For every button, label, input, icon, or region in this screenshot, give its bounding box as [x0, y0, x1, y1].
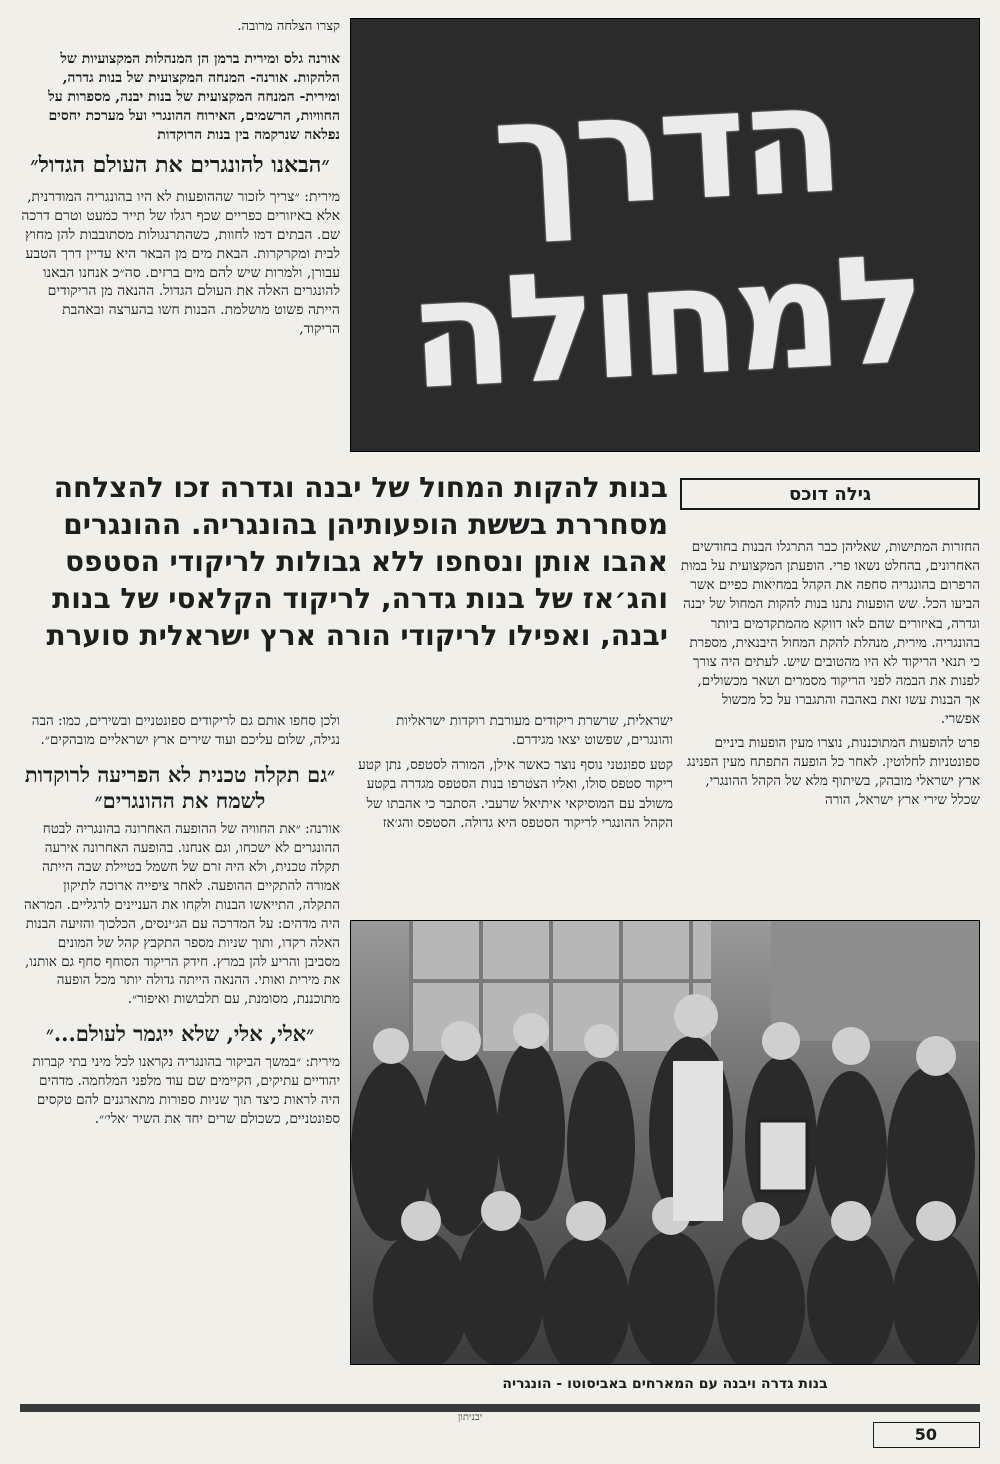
body-paragraph: קטע ספונטני נוסף נוצר כאשר אילן, המורה לסטפס, נתן קטע ריקוד סטפס סולו, ואליו הצטרפו בנות הסטפס מגדרה בקטע משולב עם המוסיקאי איתיאל שרעבי. הסתבר כי אהבתו של הקהל ההונגרי לריקוד הסטפס היא גדולה. הסטפס והג׳אז	[358, 757, 673, 831]
middle-column	[355, 712, 673, 839]
title-line-2: למחולה	[404, 222, 926, 423]
body-paragraph: פרט להופעות המתוכננות, נוצרו מעין הופעות ביניים ספונטניות לחלוטין. לאחר כל הופעה התפתח מעין הפנינג ארץ ישראלי מובהק, בשיתוף מלא של הקהל ההונגרי, שכלל שירי ארץ ישראל, הורה	[686, 734, 980, 809]
subhead-big-world: ״הבאנו להונגרים את העולם הגדול״	[30, 152, 330, 179]
byline: גילה דוכס	[680, 478, 980, 510]
subhead-technical-glitch: ״גם תקלה טכנית לא הפריעה לרוקדות לשמח את ההונגרים״	[24, 761, 336, 814]
lead-quote: קצרו הצלחה מרובה.	[237, 19, 340, 34]
page-number: 50	[873, 1422, 980, 1448]
body-paragraph: ישראלית, שרשרת ריקודים מעורבת רוקדות ישראליות והונגרים, שפשוט יצאו מגידרם.	[396, 713, 673, 749]
right-column	[680, 538, 980, 814]
body-paragraph: מירית: ״צריך לזכור שההופעות לא היו בהונגריה המודרנית, אלא באיזורים כפריים שכף רגלו של תייר כמעט וטרם דרכה שם. הבתים דמו לחוות, כשהתרנגולות מסתובבות להן מחוץ לבית ומקרקרות. הבאת מים מן הבאר היא עדיין דרך הטבע עבורן, ולמרות שיש להם מים ברזים. סה״כ אנחנו הבאנו להונגרים האלה את העולם הגדול. ההנאה מן הריקודים הייתה פשוט מושלמת. הבנות חשו בהערצה ובאהבת הריקוד,	[21, 188, 340, 338]
photo-caption: בנות גדרה ויבנה עם המארחים באביסוטו - הונגריה	[502, 1376, 828, 1392]
footer-tag: יבניתון	[457, 1412, 483, 1423]
group-photo	[350, 920, 980, 1365]
body-paragraph: אורנה: ״את החוויה של ההופעה האחרונה בהונגריה לבטח ההונגרים לא ישכחו, וגם אנחנו. בהופעה האחרונה אירעה תקלה טכנית, ולא היה זרם של חשמל בטיילת שבה הייתה אמורה להתקיים ההופעה. לאחר ציפייה ארוכה לתיקון התקלה, התייאשו הבנות ולקחו את העניינים לרגליים. המראה היה מדהים: על המדרכה עם הג׳ינסים, הכלכוך והזיעה הבנות האלה רקדו, ותוך שניות מספר התקבץ קהל של המונים מסביבן והריע להן במרץ. חידק הריקוד הסוחף סחף גם אותנו, את מירית ואותי. ההנאה הייתה גדולה יותר מכל הופעה מתוכננת, מסומנת, עם תלבושות ואיפור״.	[24, 821, 340, 1008]
footer-rule	[20, 1404, 980, 1412]
title-block	[350, 18, 980, 452]
title-line-1: הדרך	[488, 51, 842, 244]
left-column-bottom	[20, 712, 340, 1135]
body-paragraph: החזרות המתישות, שאליהן כבר התרגלו הבנות בחודשים האחרונים, בהחלט נשאו פרי. הופעתן המקצועית על במות הרפרום בהונגריה סחפה את הקהל במחיאות כפיים אשר הביעו הכל. שש הופעות נתנו בנות להקות המחול של יבנה וגדרה, באיזורים שהם לאו דווקא מהמתקדמים ביותר בהונגריה. מירית, מנהלת להקת המחול היבנאית, מספרת כי תנאי הריקוד לא היו מהטובים שיש. לעתים היה צורך לפנות את הבמה לפני הריקוד מסמרים ושאר מכשולים, אך הבנות עשו זאת באהבה והתגברו על כל מכשול אפשרי.	[680, 539, 980, 728]
left-column-top	[20, 50, 340, 345]
body-paragraph: ולכן סחפו אותם גם לריקודים ספונטניים ובשירים, כמו: הבה נגילה, שלום עליכם ועוד שירים ארץ ישראליים מובהקים״.	[31, 713, 340, 748]
intro-paragraph: אורנה גלס ומירית ברמן הן המנהלות המקצועיות של הלהקות. אורנה- המנחה המקצועית של בנות גדרה, ומירית- המנחה המקצועית של בנות יבנה, מספרות על החוויות, הרשמים, האירוח ההונגרי ועל מערכת יחסים נפלאה שנרקמה בין בנות הרוקדות	[48, 51, 340, 143]
headline-deck: בנות להקות המחול של יבנה וגדרה זכו להצלחה מסחררת בששת הופעותיהן בהונגריה. ההונגרים אהבו אותן ונסחפו ללא גבולות לריקודי הסטפס והג׳אז של בנות גדרה, לריקוד הקלאסי של בנות יבנה, ואפילו לריקודי הורה ארץ ישראלית סוערת	[46, 471, 668, 652]
group-photo-illustration	[351, 921, 980, 1365]
body-paragraph: מירית: ״במשך הביקור בהונגריה נקראנו לכל מיני בתי קברות יהודיים עתיקים, הקיימים שם עוד מלפני המלחמה. מדהים היה לראות כיצד תוך שניות ספורות מתארגנים להם טקסים ספונטניים, כשכולם שרים יחד את השיר ׳אלי׳״.	[32, 1054, 340, 1128]
subhead-eli-eli: ״אלי, אלי, שלא ייגמר לעולם...״	[45, 1021, 315, 1047]
